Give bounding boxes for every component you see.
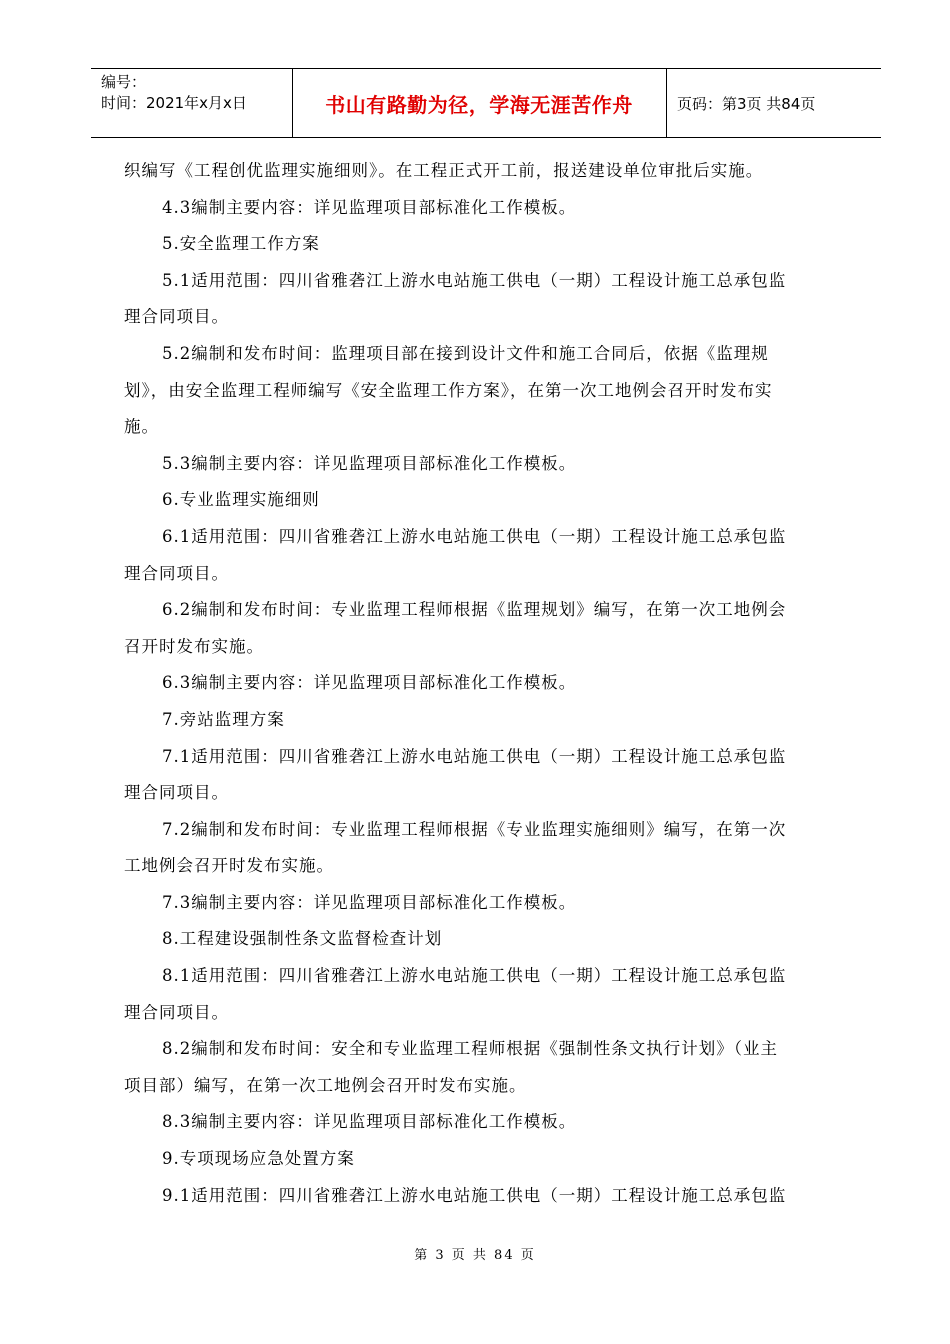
- text-line: 工地例会召开时发布实施。: [124, 856, 334, 876]
- text-line: 5.1适用范围：四川省雅砻江上游水电站施工供电（一期）工程设计施工总承包监: [162, 270, 787, 290]
- text-line: 5.3编制主要内容：详见监理项目部标准化工作模板。: [162, 453, 577, 473]
- text-line: 5.安全监理工作方案: [162, 234, 320, 254]
- text-line: 7.旁站监理方案: [162, 709, 285, 729]
- text-line: 6.3编制主要内容：详见监理项目部标准化工作模板。: [162, 673, 577, 693]
- text-line: 8.工程建设强制性条文监督检查计划: [162, 929, 443, 949]
- document-body: [124, 153, 844, 1214]
- text-line: 划》，由安全监理工程师编写《安全监理工作方案》，在第一次工地例会召开时发布实: [124, 380, 773, 400]
- text-line: 召开时发布实施。: [124, 636, 264, 656]
- header-motto: 书山有路勤为径，学海无涯苦作舟: [325, 92, 633, 117]
- text-line: 织编写《工程创优监理实施细则》。在工程正式开工前，报送建设单位审批后实施。: [124, 161, 764, 180]
- text-line: 8.1适用范围：四川省雅砻江上游水电站施工供电（一期）工程设计施工总承包监: [162, 966, 787, 986]
- text-line: 6.2编制和发布时间：专业监理工程师根据《监理规划》编写，在第一次工地例会: [162, 600, 787, 620]
- text-line: 7.1适用范围：四川省雅砻江上游水电站施工供电（一期）工程设计施工总承包监: [162, 746, 787, 766]
- text-line: 理合同项目。: [124, 1002, 229, 1022]
- text-line: 8.3编制主要内容：详见监理项目部标准化工作模板。: [162, 1112, 577, 1132]
- page-footer: 第 3 页 共 84 页: [414, 1248, 536, 1263]
- text-line: 8.2编制和发布时间：安全和专业监理工程师根据《强制性条文执行计划》（业主: [162, 1039, 778, 1059]
- page-header: [91, 68, 881, 138]
- text-line: 理合同项目。: [124, 307, 229, 327]
- time-label: 时间：2021年x月x日: [101, 94, 247, 112]
- header-page-label: 页码：第3页 共84页: [677, 94, 816, 113]
- number-label: 编号：: [101, 73, 147, 91]
- text-line: 5.2编制和发布时间：监理项目部在接到设计文件和施工合同后，依据《监理规: [162, 343, 769, 363]
- text-line: 理合同项目。: [124, 783, 229, 803]
- header-meta: [101, 72, 291, 114]
- text-line: 4.3编制主要内容：详见监理项目部标准化工作模板。: [162, 197, 577, 217]
- text-line: 项目部）编写，在第一次工地例会召开时发布实施。: [124, 1075, 527, 1095]
- text-line: 理合同项目。: [124, 563, 229, 583]
- text-line: 7.2编制和发布时间：专业监理工程师根据《专业监理实施细则》编写，在第一次: [162, 819, 787, 839]
- text-line: 6.专业监理实施细则: [162, 490, 320, 510]
- text-line: 9.1适用范围：四川省雅砻江上游水电站施工供电（一期）工程设计施工总承包监: [162, 1185, 787, 1205]
- text-line: 7.3编制主要内容：详见监理项目部标准化工作模板。: [162, 892, 577, 912]
- text-line: 施。: [124, 417, 159, 437]
- text-line: 9.专项现场应急处置方案: [162, 1149, 355, 1169]
- text-line: 6.1适用范围：四川省雅砻江上游水电站施工供电（一期）工程设计施工总承包监: [162, 526, 787, 546]
